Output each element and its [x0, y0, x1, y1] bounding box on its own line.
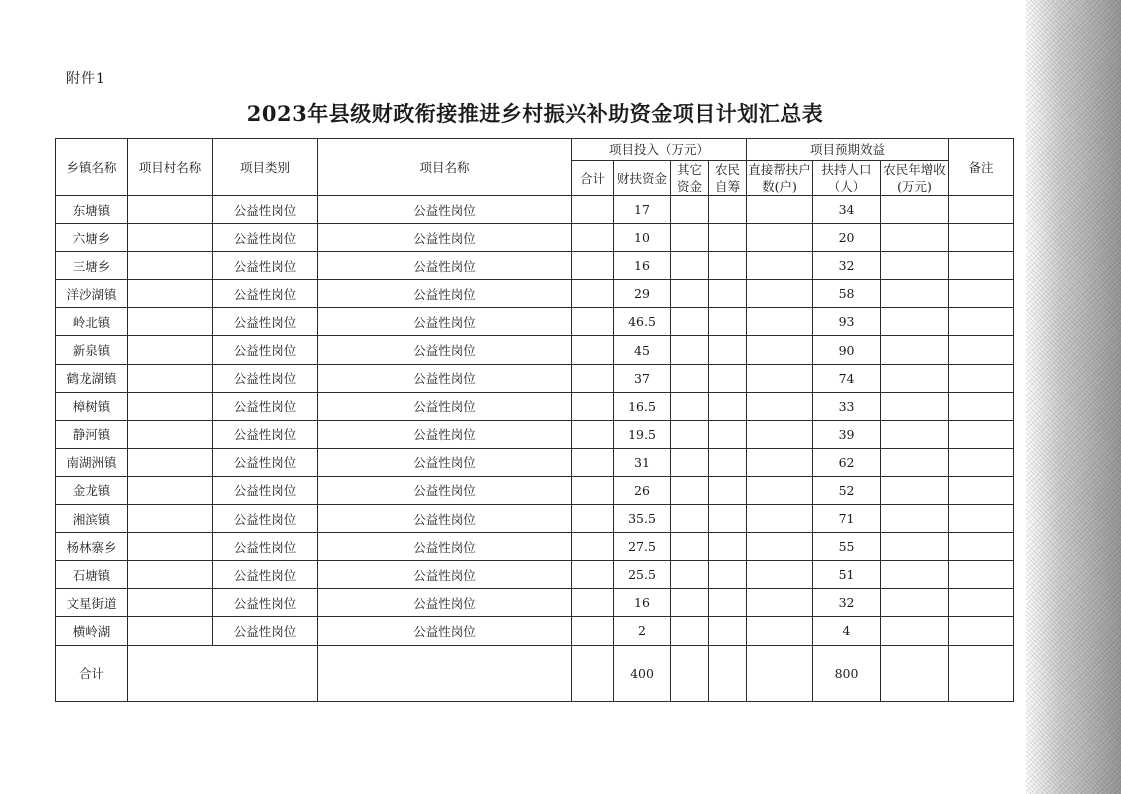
cell-self	[709, 476, 747, 504]
cell-other	[671, 505, 709, 533]
table-row	[56, 308, 1014, 336]
cell-other	[671, 224, 709, 252]
cell-fiscal: 17	[614, 196, 671, 224]
cell-project: 公益性岗位	[318, 589, 572, 617]
cell-other	[671, 308, 709, 336]
cell-people: 4	[813, 617, 881, 645]
cell-people: 71	[813, 505, 881, 533]
cell-town: 东塘镇	[56, 196, 128, 224]
cell-households	[747, 420, 813, 448]
cell-fiscal: 16	[614, 589, 671, 617]
cell-self	[709, 561, 747, 589]
cell-people: 33	[813, 392, 881, 420]
cell-people: 51	[813, 561, 881, 589]
cell-remarks	[949, 280, 1014, 308]
cell-other	[671, 252, 709, 280]
cell-other	[671, 448, 709, 476]
cell-remarks	[949, 196, 1014, 224]
cell-town: 静河镇	[56, 420, 128, 448]
table-row	[56, 617, 1014, 645]
cell-self	[709, 617, 747, 645]
cell-project: 公益性岗位	[318, 336, 572, 364]
cell-total	[572, 392, 614, 420]
cell-village	[128, 224, 213, 252]
cell-income	[881, 476, 949, 504]
header-total: 合计	[572, 161, 614, 196]
cell-town: 湘滨镇	[56, 505, 128, 533]
cell-category: 公益性岗位	[213, 533, 318, 561]
table-body	[56, 196, 1014, 702]
cell-self	[709, 364, 747, 392]
cell-project: 公益性岗位	[318, 533, 572, 561]
cell-total	[572, 533, 614, 561]
cell-people: 62	[813, 448, 881, 476]
cell-village	[128, 364, 213, 392]
cell-remarks	[949, 476, 1014, 504]
cell-remarks	[949, 505, 1014, 533]
header-other-funds: 其它资金	[671, 161, 709, 196]
cell-category: 公益性岗位	[213, 617, 318, 645]
cell-remarks	[949, 308, 1014, 336]
cell-project: 公益性岗位	[318, 196, 572, 224]
cell-people: 39	[813, 420, 881, 448]
cell-project: 公益性岗位	[318, 392, 572, 420]
table-row	[56, 420, 1014, 448]
cell-households	[747, 308, 813, 336]
cell-category: 公益性岗位	[213, 308, 318, 336]
cell-households	[747, 561, 813, 589]
cell-other	[671, 280, 709, 308]
cell-village	[128, 280, 213, 308]
table-row	[56, 589, 1014, 617]
cell-fiscal: 16.5	[614, 392, 671, 420]
totals-label: 合计	[56, 645, 128, 701]
cell-project: 公益性岗位	[318, 420, 572, 448]
header-remarks: 备注	[949, 139, 1014, 196]
cell-people: 20	[813, 224, 881, 252]
cell-village	[128, 476, 213, 504]
cell-people: 55	[813, 533, 881, 561]
header-village: 项目村名称	[128, 139, 213, 196]
cell-households	[747, 589, 813, 617]
cell-income	[881, 448, 949, 476]
cell-other	[671, 336, 709, 364]
totals-row	[56, 645, 1014, 701]
cell-fiscal: 46.5	[614, 308, 671, 336]
cell-self	[709, 533, 747, 561]
totals-other	[671, 645, 709, 701]
cell-income	[881, 589, 949, 617]
cell-households	[747, 448, 813, 476]
cell-village	[128, 505, 213, 533]
cell-project: 公益性岗位	[318, 617, 572, 645]
cell-village	[128, 196, 213, 224]
cell-total	[572, 561, 614, 589]
header-project-name: 项目名称	[318, 139, 572, 196]
totals-self	[709, 645, 747, 701]
cell-households	[747, 476, 813, 504]
totals-fiscal: 400	[614, 645, 671, 701]
cell-category: 公益性岗位	[213, 561, 318, 589]
cell-project: 公益性岗位	[318, 476, 572, 504]
cell-village	[128, 561, 213, 589]
cell-self	[709, 505, 747, 533]
cell-other	[671, 364, 709, 392]
cell-town: 金龙镇	[56, 476, 128, 504]
cell-total	[572, 476, 614, 504]
cell-project: 公益性岗位	[318, 280, 572, 308]
cell-income	[881, 533, 949, 561]
cell-income	[881, 420, 949, 448]
cell-self	[709, 448, 747, 476]
cell-fiscal: 27.5	[614, 533, 671, 561]
cell-people: 74	[813, 364, 881, 392]
cell-income	[881, 505, 949, 533]
table-row	[56, 252, 1014, 280]
cell-people: 93	[813, 308, 881, 336]
cell-project: 公益性岗位	[318, 505, 572, 533]
cell-income	[881, 308, 949, 336]
cell-category: 公益性岗位	[213, 224, 318, 252]
header-town: 乡镇名称	[56, 139, 128, 196]
cell-income	[881, 617, 949, 645]
cell-fiscal: 19.5	[614, 420, 671, 448]
table-row	[56, 448, 1014, 476]
table-row	[56, 392, 1014, 420]
cell-households	[747, 617, 813, 645]
table-row	[56, 476, 1014, 504]
table-row	[56, 336, 1014, 364]
cell-self	[709, 392, 747, 420]
cell-category: 公益性岗位	[213, 364, 318, 392]
cell-town: 岭北镇	[56, 308, 128, 336]
totals-remarks	[949, 645, 1014, 701]
cell-people: 90	[813, 336, 881, 364]
cell-other	[671, 196, 709, 224]
cell-village	[128, 448, 213, 476]
cell-remarks	[949, 392, 1014, 420]
cell-total	[572, 420, 614, 448]
cell-town: 洋沙湖镇	[56, 280, 128, 308]
cell-self	[709, 420, 747, 448]
cell-people: 32	[813, 252, 881, 280]
cell-town: 三塘乡	[56, 252, 128, 280]
totals-households	[747, 645, 813, 701]
cell-remarks	[949, 589, 1014, 617]
header-supported-people: 扶持人口（人）	[813, 161, 881, 196]
cell-households	[747, 364, 813, 392]
table-row	[56, 196, 1014, 224]
cell-remarks	[949, 561, 1014, 589]
cell-people: 52	[813, 476, 881, 504]
cell-other	[671, 533, 709, 561]
table-row	[56, 364, 1014, 392]
cell-town: 文星街道	[56, 589, 128, 617]
cell-other	[671, 561, 709, 589]
cell-category: 公益性岗位	[213, 448, 318, 476]
cell-self	[709, 280, 747, 308]
cell-total	[572, 589, 614, 617]
cell-remarks	[949, 448, 1014, 476]
cell-fiscal: 2	[614, 617, 671, 645]
cell-category: 公益性岗位	[213, 392, 318, 420]
cell-total	[572, 505, 614, 533]
cell-village	[128, 252, 213, 280]
cell-total	[572, 448, 614, 476]
totals-people: 800	[813, 645, 881, 701]
cell-fiscal: 45	[614, 336, 671, 364]
cell-village	[128, 392, 213, 420]
cell-town: 新泉镇	[56, 336, 128, 364]
cell-town: 樟树镇	[56, 392, 128, 420]
cell-income	[881, 280, 949, 308]
cell-village	[128, 589, 213, 617]
cell-income	[881, 196, 949, 224]
totals-total	[572, 645, 614, 701]
header-investment-group: 项目投入（万元）	[572, 139, 747, 161]
cell-fiscal: 31	[614, 448, 671, 476]
table-row	[56, 533, 1014, 561]
cell-remarks	[949, 420, 1014, 448]
cell-total	[572, 364, 614, 392]
cell-self	[709, 336, 747, 364]
cell-self	[709, 224, 747, 252]
cell-income	[881, 392, 949, 420]
cell-other	[671, 589, 709, 617]
cell-total	[572, 196, 614, 224]
header-benefit-group: 项目预期效益	[747, 139, 949, 161]
header-fiscal-funds: 财扶资金	[614, 161, 671, 196]
cell-project: 公益性岗位	[318, 252, 572, 280]
cell-project: 公益性岗位	[318, 364, 572, 392]
cell-people: 32	[813, 589, 881, 617]
cell-category: 公益性岗位	[213, 336, 318, 364]
header-category: 项目类别	[213, 139, 318, 196]
document-title: 2023年县级财政衔接推进乡村振兴补助资金项目计划汇总表	[246, 101, 824, 126]
cell-town: 石塘镇	[56, 561, 128, 589]
cell-remarks	[949, 336, 1014, 364]
cell-town: 六塘乡	[56, 224, 128, 252]
totals-village-category	[128, 645, 318, 701]
cell-project: 公益性岗位	[318, 448, 572, 476]
cell-total	[572, 308, 614, 336]
cell-fiscal: 10	[614, 224, 671, 252]
cell-total	[572, 617, 614, 645]
cell-households	[747, 533, 813, 561]
header-self-raised: 农民自筹	[709, 161, 747, 196]
table-row	[56, 505, 1014, 533]
cell-total	[572, 280, 614, 308]
header-direct-households: 直接帮扶户数(户)	[748, 162, 811, 194]
cell-households	[747, 505, 813, 533]
cell-fiscal: 26	[614, 476, 671, 504]
cell-remarks	[949, 252, 1014, 280]
cell-village	[128, 420, 213, 448]
table-row	[56, 224, 1014, 252]
cell-remarks	[949, 617, 1014, 645]
cell-households	[747, 392, 813, 420]
cell-income	[881, 252, 949, 280]
cell-remarks	[949, 364, 1014, 392]
cell-village	[128, 533, 213, 561]
attachment-label: 附件1	[66, 71, 106, 87]
cell-town: 鹤龙湖镇	[56, 364, 128, 392]
cell-other	[671, 476, 709, 504]
cell-town: 杨林寨乡	[56, 533, 128, 561]
cell-category: 公益性岗位	[213, 505, 318, 533]
cell-income	[881, 561, 949, 589]
cell-category: 公益性岗位	[213, 420, 318, 448]
cell-other	[671, 420, 709, 448]
cell-self	[709, 252, 747, 280]
fund-plan-table	[55, 138, 1014, 702]
cell-fiscal: 16	[614, 252, 671, 280]
cell-category: 公益性岗位	[213, 589, 318, 617]
table-header	[56, 139, 1014, 196]
cell-remarks	[949, 533, 1014, 561]
table-row	[56, 280, 1014, 308]
cell-project: 公益性岗位	[318, 561, 572, 589]
cell-self	[709, 196, 747, 224]
totals-project	[318, 645, 572, 701]
cell-town: 南湖洲镇	[56, 448, 128, 476]
table-row	[56, 561, 1014, 589]
cell-people: 34	[813, 196, 881, 224]
cell-fiscal: 29	[614, 280, 671, 308]
cell-fiscal: 37	[614, 364, 671, 392]
cell-remarks	[949, 224, 1014, 252]
cell-income	[881, 224, 949, 252]
cell-town: 横岭湖	[56, 617, 128, 645]
cell-fiscal: 25.5	[614, 561, 671, 589]
cell-income	[881, 364, 949, 392]
cell-category: 公益性岗位	[213, 196, 318, 224]
cell-other	[671, 392, 709, 420]
cell-total	[572, 224, 614, 252]
cell-other	[671, 617, 709, 645]
cell-fiscal: 35.5	[614, 505, 671, 533]
cell-households	[747, 280, 813, 308]
cell-total	[572, 336, 614, 364]
cell-project: 公益性岗位	[318, 308, 572, 336]
cell-households	[747, 224, 813, 252]
cell-people: 58	[813, 280, 881, 308]
cell-category: 公益性岗位	[213, 252, 318, 280]
cell-category: 公益性岗位	[213, 476, 318, 504]
totals-income	[881, 645, 949, 701]
header-income-increase: 农民年增收(万元)	[881, 161, 949, 196]
cell-category: 公益性岗位	[213, 280, 318, 308]
cell-income	[881, 336, 949, 364]
cell-households	[747, 252, 813, 280]
cell-village	[128, 617, 213, 645]
cell-households	[747, 196, 813, 224]
cell-households	[747, 336, 813, 364]
cell-project: 公益性岗位	[318, 224, 572, 252]
cell-village	[128, 308, 213, 336]
cell-self	[709, 308, 747, 336]
cell-self	[709, 589, 747, 617]
cell-total	[572, 252, 614, 280]
cell-village	[128, 336, 213, 364]
